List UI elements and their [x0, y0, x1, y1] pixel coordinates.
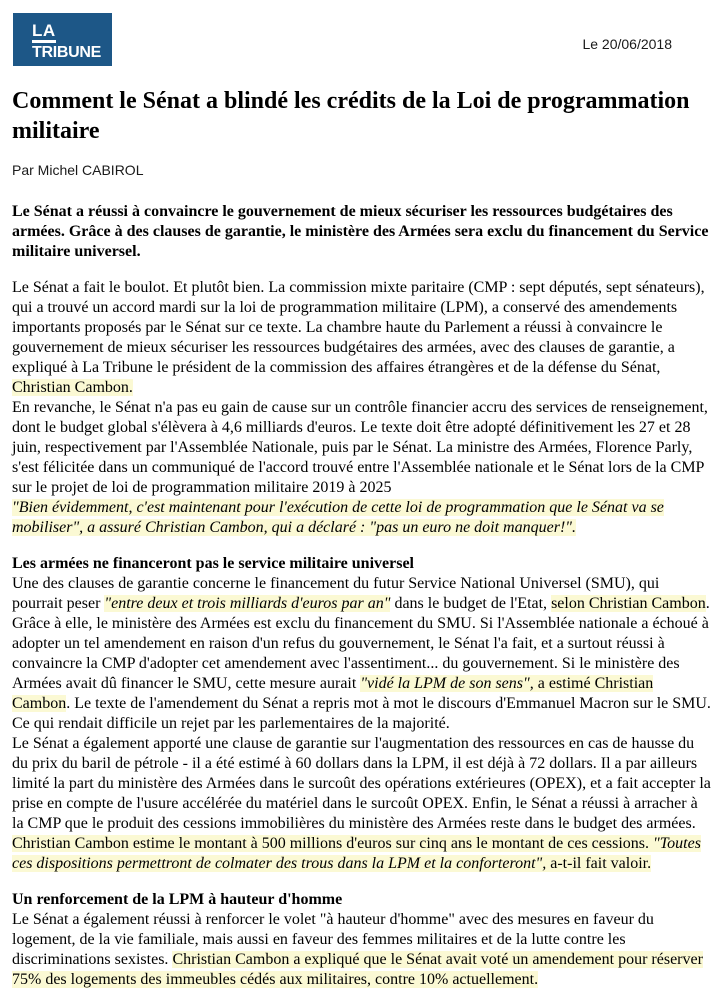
highlighted-text: "Bien évidemment, c'est maintenant pour l'exécution de cette loi de programmation que le Sénat va se mobiliser", a assuré Christian Cambon, qui a déclaré : "pas un euro ne doit manquer!". [12, 499, 664, 536]
highlighted-text: "entre deux et trois milliards d'euros par an" [104, 595, 391, 612]
article-paragraph [12, 910, 713, 990]
article-body [0, 86, 723, 990]
text-run: Le Sénat a également apporté une clause de garantie sur l'augmentation des ressources en cas de hausse du du prix du baril de pétrole - il a été estimé à 60 dollars dans la LPM, il est déjà à 72 dollars. Il a par ailleurs limité la part du ministère des Armées dans le surcoût des opérations extérieures (OPEX), et a fait accepter la prise en compte de l'usure accélérée du matériel dans le surcoût OPEX. Enfin, le Sénat a réussi à arracher à la CMP que le produit des cessions immobilières du ministère des Armées reste dans le budget des armées. [12, 735, 711, 832]
la-tribune-logo [13, 13, 112, 66]
text-run: dans le budget de l'Etat, [390, 595, 552, 612]
article-paragraph [12, 734, 713, 874]
article-content [12, 278, 713, 990]
publication-date: Le 20/06/2018 [582, 36, 672, 52]
text-run: . Le texte de l'amendement du Sénat a repris mot à mot le discours d'Emmanuel Macron sur le SMU. Ce qui rendait difficile un rejet par les parlementaires de la majorité. [12, 695, 711, 732]
text-run: Le Sénat a fait le boulot. Et plutôt bien. La commission mixte paritaire (CMP : sept députés, sept sénateurs), qui a trouvé un accord mardi sur la loi de programmation militaire (LPM), a conservé des amendements importants proposés par le Sénat sur ce texte. La chambre haute du Parlement a réussi à convaincre le gouvernement de mieux sécuriser les ressources budgétaires des armées, avec des clauses de garantie, a expliqué à La Tribune le président de la commission des affaires étrangères et de la défense du Sénat, [12, 279, 705, 376]
logo-text-la: LA [32, 22, 56, 43]
highlighted-text: "vidé la LPM de son sens", [360, 675, 534, 692]
highlighted-text: a-t-il fait valoir. [546, 855, 652, 872]
highlighted-text: Christian Cambon a expliqué que le Sénat avait voté un amendement pour réserver 75% des logements des immeubles cédés aux militaires, contre 10% actuellement. [12, 951, 703, 988]
article-paragraph [12, 574, 713, 734]
article-paragraph [12, 278, 713, 398]
text-run: En revanche, le Sénat n'a pas eu gain de cause sur un contrôle financier accru des services de renseignement, dont le budget global s'élèvera à 4,6 milliards d'euros. Le texte doit être adopté définitivement les 27 et 28 juin, respectivement par l'Assemblée Nationale, puis par le Sénat. La ministre des Armées, Florence Parly, s'est félicitée dans un communiqué de l'accord trouvé entre l'Assemblée nationale et le Sénat lors de la CMP sur le projet de loi de programmation militaire 2019 à 2025 [12, 399, 708, 496]
highlighted-text: Christian Cambon estime le montant à 500 millions d'euros sur cinq ans le montant de ces cessions. [12, 835, 653, 852]
highlighted-text: a estimé Christian Cambon [12, 675, 654, 712]
article-byline: Par Michel CABIROL [12, 162, 144, 178]
highlighted-text: selon Christian Cambon [551, 595, 706, 612]
text-run: . Grâce à elle, le ministère des Armées est exclu du financement du SMU. Si l'Assemblée nationale a échoué à adopter un tel amendement en raison d'un refus du gouvernement, le Sénat l'a fait, et a surtout réussi à convaincre la CMP d'adopter cet amendement avec l'assentiment... du gouvernement. Si le ministère des Armées avait dû financer le SMU, cette mesure aurait [12, 595, 710, 692]
text-run: Une des clauses de garantie concerne le financement du futur Service National Universel (SMU), qui pourrait peser [12, 575, 660, 612]
highlighted-text: Christian Cambon. [12, 379, 133, 396]
article-paragraph [12, 398, 713, 498]
article-intro: Le Sénat a réussi à convaincre le gouvernement de mieux sécuriser les ressources budgétaires des armées. Grâce à des clauses de garantie, le ministère des Armées sera exclu du financement du Service militaire universel. [12, 203, 709, 260]
logo-text-tribune: TRIBUNE [32, 44, 102, 61]
page-header [0, 0, 723, 66]
article-paragraph [12, 498, 713, 538]
highlighted-text: "Toutes ces dispositions permettront de colmater des trous dans la LPM et la conforteront", [12, 835, 701, 872]
text-run: Le Sénat a également réussi à renforcer le volet "à hauteur d'homme" avec des mesures en faveur du logement, de la vie familiale, mais aussi en faveur des femmes militaires et de la lutte contre les discriminations sexistes. [12, 911, 654, 968]
article-title: Comment le Sénat a blindé les crédits de la Loi de programmation militaire [12, 88, 690, 144]
section-heading: Les armées ne financeront pas le service militaire universel [12, 555, 414, 572]
section-heading: Un renforcement de la LPM à hauteur d'homme [12, 891, 343, 908]
